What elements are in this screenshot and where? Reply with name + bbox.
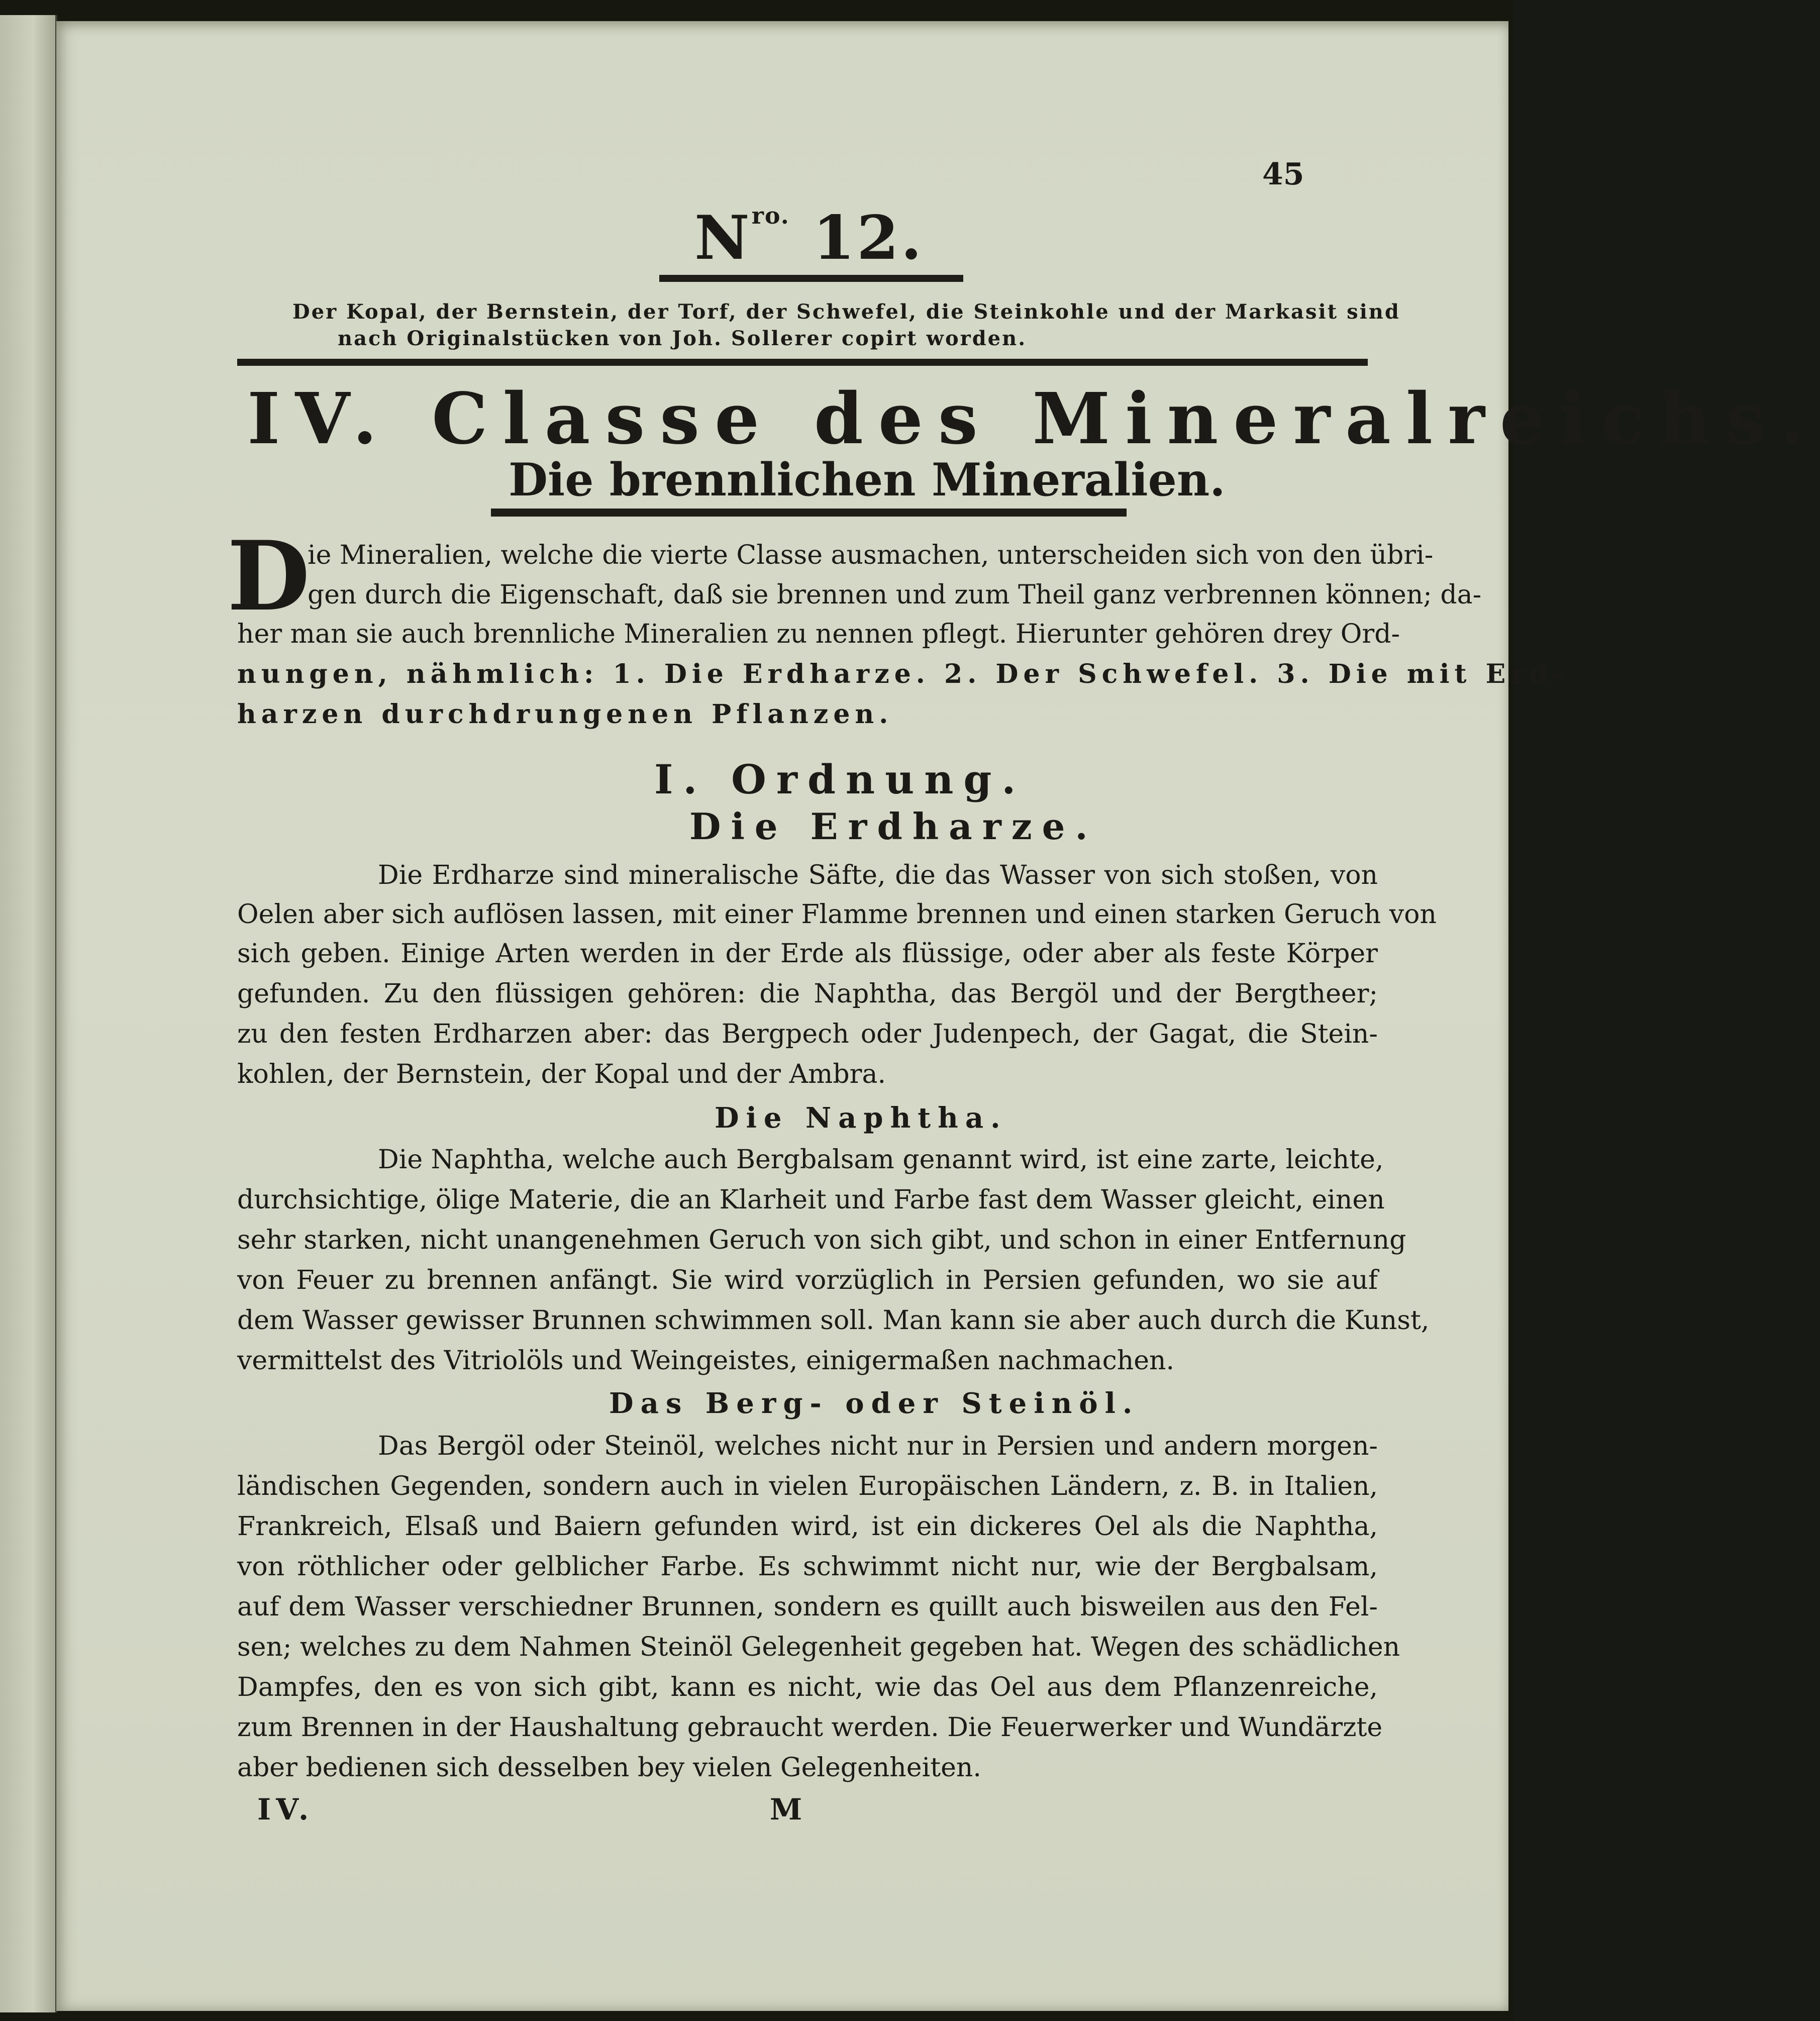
text-line: Dampfes, den es von sich gibt, kann es nicht, wie das Oel aus dem Pflanzenreiche,	[237, 1672, 1378, 1702]
text-line: von Feuer zu brennen anfängt. Sie wird vorzüglich in Persien gefunden, wo sie auf	[237, 1265, 1378, 1295]
bergoel-heading: Das Berg- oder Steinöl.	[609, 1387, 1140, 1420]
text-line: her man sie auch brennliche Mineralien zu nennen pflegt. Hierunter gehören drey Ord-	[237, 619, 1400, 649]
book-page	[56, 21, 1820, 2011]
text-line: gefunden. Zu den flüssigen gehören: die Naphtha, das Bergöl und der Bergtheer;	[237, 979, 1378, 1009]
text-line: zum Brennen in der Haushaltung gebraucht werden. Die Feuerwerker und Wundärzte	[237, 1712, 1383, 1743]
page-number: 45	[1262, 157, 1304, 192]
title-rule	[491, 509, 1127, 517]
text-line: Die Naphtha, welche auch Bergbalsam genannt wird, ist eine zarte, leichte,	[378, 1145, 1384, 1175]
order-heading: I. Ordnung.	[654, 756, 1026, 803]
number-label: N	[694, 203, 752, 273]
text-line: kohlen, der Bernstein, der Kopal und der Ambra.	[237, 1059, 886, 1089]
document-number	[694, 202, 924, 273]
text-line: sehr starken, nicht unangenehmen Geruch von sich gibt, und schon in einer Entfernung	[237, 1225, 1406, 1255]
text-line: nungen, nähmlich: 1. Die Erdharze. 2. Der Schwefel. 3. Die mit Erd-	[237, 659, 1569, 689]
text-line: von röthlicher oder gelblicher Farbe. Es schwimmt nicht nur, wie der Bergbalsam,	[237, 1552, 1378, 1582]
text-line: sen; welches zu dem Nahmen Steinöl Gelegenheit gegeben hat. Wegen des schädlichen	[237, 1632, 1400, 1662]
text-line: aber bedienen sich desselben bey vielen Gelegenheiten.	[237, 1753, 981, 1783]
text-line: Die Erdharze sind mineralische Säfte, die das Wasser von sich stoßen, von	[378, 860, 1378, 890]
text-line: ie Mineralien, welche die vierte Classe ausmachen, unterscheiden sich von den übri-	[308, 540, 1434, 570]
text-line: Oelen aber sich auflösen lassen, mit einer Flamme brennen und einen starken Geruch von	[237, 899, 1437, 930]
text-line: durchsichtige, ölige Materie, die an Klarheit und Farbe fast dem Wasser gleicht, einen	[237, 1185, 1385, 1215]
text-line: Frankreich, Elsaß und Baiern gefunden wird, ist ein dickeres Oel als die Naphtha,	[237, 1511, 1378, 1542]
copy-note-line: nach Originalstücken von Joh. Sollerer copirt worden.	[338, 327, 1027, 350]
header-rule	[659, 275, 963, 282]
text-line: gen durch die Eigenschaft, daß sie brennen und zum Theil ganz verbrennen können; da-	[308, 580, 1482, 610]
text-line: dem Wasser gewisser Brunnen schwimmen soll. Man kann sie aber auch durch die Kunst,	[237, 1305, 1430, 1336]
text-line: auf dem Wasser verschiedner Brunnen, sondern es quillt auch bisweilen aus den Fel-	[237, 1592, 1378, 1622]
class-subtitle: Die brennlichen Mineralien.	[509, 453, 1226, 507]
drop-cap: D	[227, 520, 310, 632]
number-superscript: ro.	[751, 202, 790, 229]
copy-note-line: Der Kopal, der Bernstein, der Torf, der Schwefel, die Steinkohle und der Markasit sind	[292, 300, 1400, 324]
number-value: 12.	[813, 203, 924, 273]
catchword: M	[770, 1792, 802, 1827]
text-line: ländischen Gegenden, sondern auch in vielen Europäischen Ländern, z. B. in Italien,	[237, 1471, 1378, 1501]
text-line: zu den festen Erdharzen aber: das Bergpech oder Judenpech, der Gagat, die Stein-	[237, 1019, 1378, 1049]
text-line: sich geben. Einige Arten werden in der Erde als flüssige, oder aber als feste Körper	[237, 939, 1378, 969]
class-title: IV. Classe des Mineralreichs.	[247, 378, 1820, 460]
signature-mark: IV.	[257, 1792, 314, 1827]
order-subheading: Die Erdharze.	[689, 805, 1098, 848]
naphtha-heading: Die Naphtha.	[715, 1101, 1007, 1135]
section-rule	[237, 359, 1368, 366]
text-line: vermittelst des Vitriolöls und Weingeistes, einigermaßen nachmachen.	[237, 1346, 1175, 1376]
text-line: Das Bergöl oder Steinöl, welches nicht nur in Persien und andern morgen-	[378, 1431, 1378, 1461]
left-page-edge	[0, 15, 57, 2012]
text-line: harzen durchdrungenen Pflanzen.	[237, 699, 893, 730]
